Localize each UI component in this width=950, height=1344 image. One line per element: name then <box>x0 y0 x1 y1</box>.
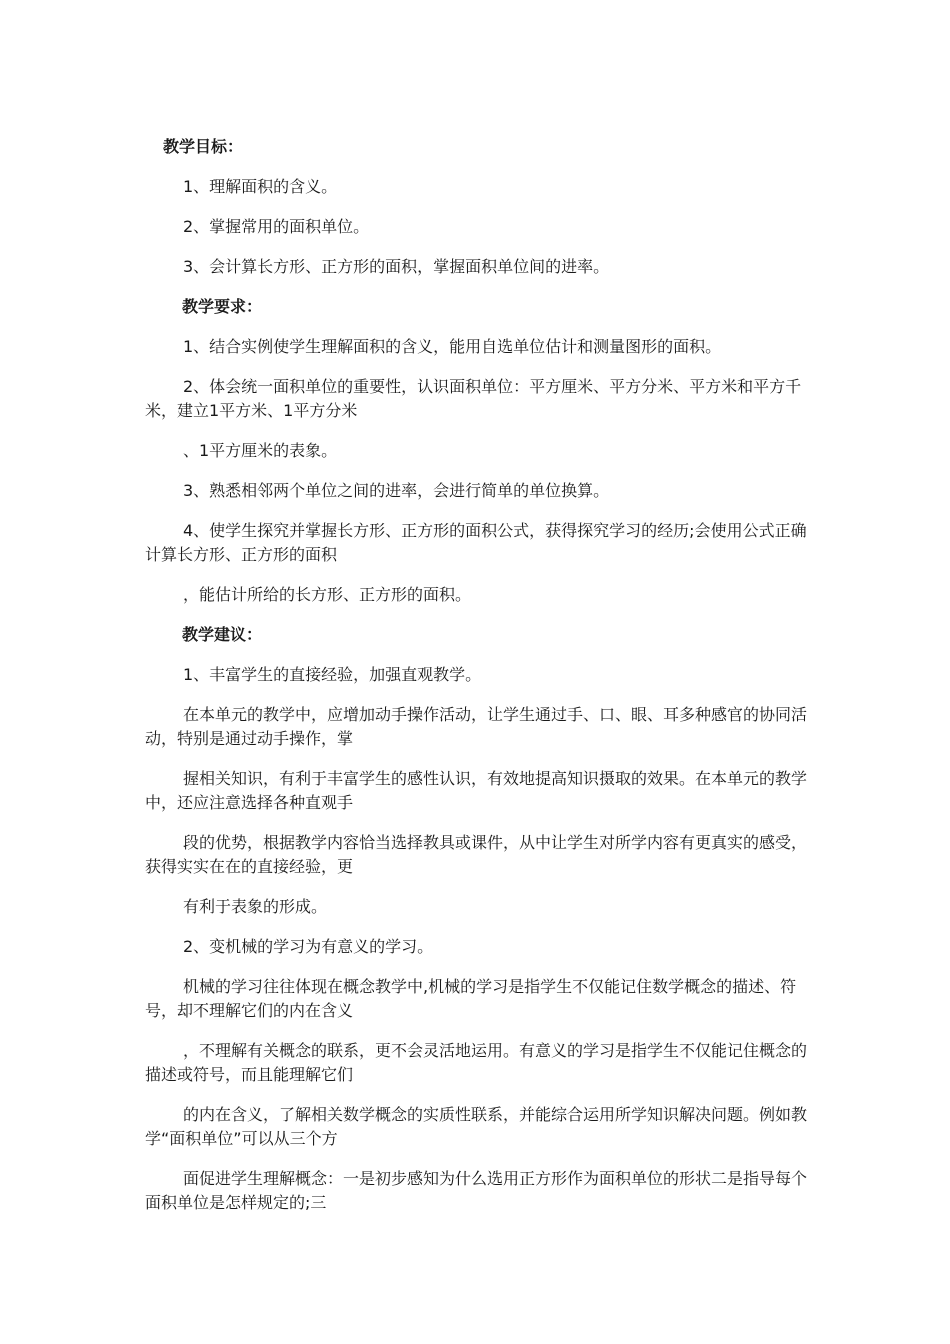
suggestions-heading: 教学建议： <box>182 625 263 644</box>
suggestion-paragraph: 面促进学生理解概念：一是初步感知为什么选用正方形作为面积单位的形状二是指导每个面积单位是怎样规定的;三 <box>145 1169 808 1212</box>
goals-heading: 教学目标： <box>163 137 244 156</box>
requirement-item: 2、体会统一面积单位的重要性，认识面积单位：平方厘米、平方分米、平方米和平方千米，建立1平方米、1平方分米 <box>145 377 802 420</box>
requirement-item: 4、使学生探究并掌握长方形、正方形的面积公式，获得探究学习的经历;会使用公式正确计算长方形、正方形的面积 <box>145 521 807 564</box>
suggestion-paragraph: 段的优势，根据教学内容恰当选择教具或课件，从中让学生对所学内容有更真实的感受，获得实实在在的直接经验，更 <box>145 833 808 876</box>
goal-item: 2、掌握常用的面积单位。 <box>183 217 370 236</box>
suggestion-paragraph: 的内在含义，了解相关数学概念的实质性联系，并能综合运用所学知识解决问题。例如教学“面积单位”可以从三个方 <box>145 1105 808 1148</box>
suggestion-paragraph: 在本单元的教学中，应增加动手操作活动，让学生通过手、口、眼、耳多种感官的协同活动，特别是通过动手操作，掌 <box>145 705 808 748</box>
suggestion-paragraph: ，不理解有关概念的联系，更不会灵活地运用。有意义的学习是指学生不仅能记住概念的描述或符号，而且能理解它们 <box>145 1041 808 1084</box>
suggestion-item: 2、变机械的学习为有意义的学习。 <box>183 937 434 956</box>
suggestion-item: 1、丰富学生的直接经验，加强直观教学。 <box>183 665 482 684</box>
requirement-item: 、1平方厘米的表象。 <box>183 441 338 460</box>
document-page <box>145 135 810 1215</box>
goal-item: 1、理解面积的含义。 <box>183 177 338 196</box>
requirement-item: 3、熟悉相邻两个单位之间的进率，会进行简单的单位换算。 <box>183 481 610 500</box>
requirements-heading: 教学要求： <box>182 297 263 316</box>
suggestion-paragraph: 握相关知识，有利于丰富学生的感性认识，有效地提高知识摄取的效果。在本单元的教学中，还应注意选择各种直观手 <box>145 769 808 812</box>
suggestion-paragraph: 有利于表象的形成。 <box>183 897 328 916</box>
goal-item: 3、会计算长方形、正方形的面积，掌握面积单位间的进率。 <box>183 257 610 276</box>
requirement-item: ，能估计所给的长方形、正方形的面积。 <box>183 585 472 604</box>
suggestion-paragraph: 机械的学习往往体现在概念教学中,机械的学习是指学生不仅能记住数学概念的描述、符号，却不理解它们的内在含义 <box>145 977 797 1020</box>
requirement-item: 1、结合实例使学生理解面积的含义，能用自选单位估计和测量图形的面积。 <box>183 337 722 356</box>
